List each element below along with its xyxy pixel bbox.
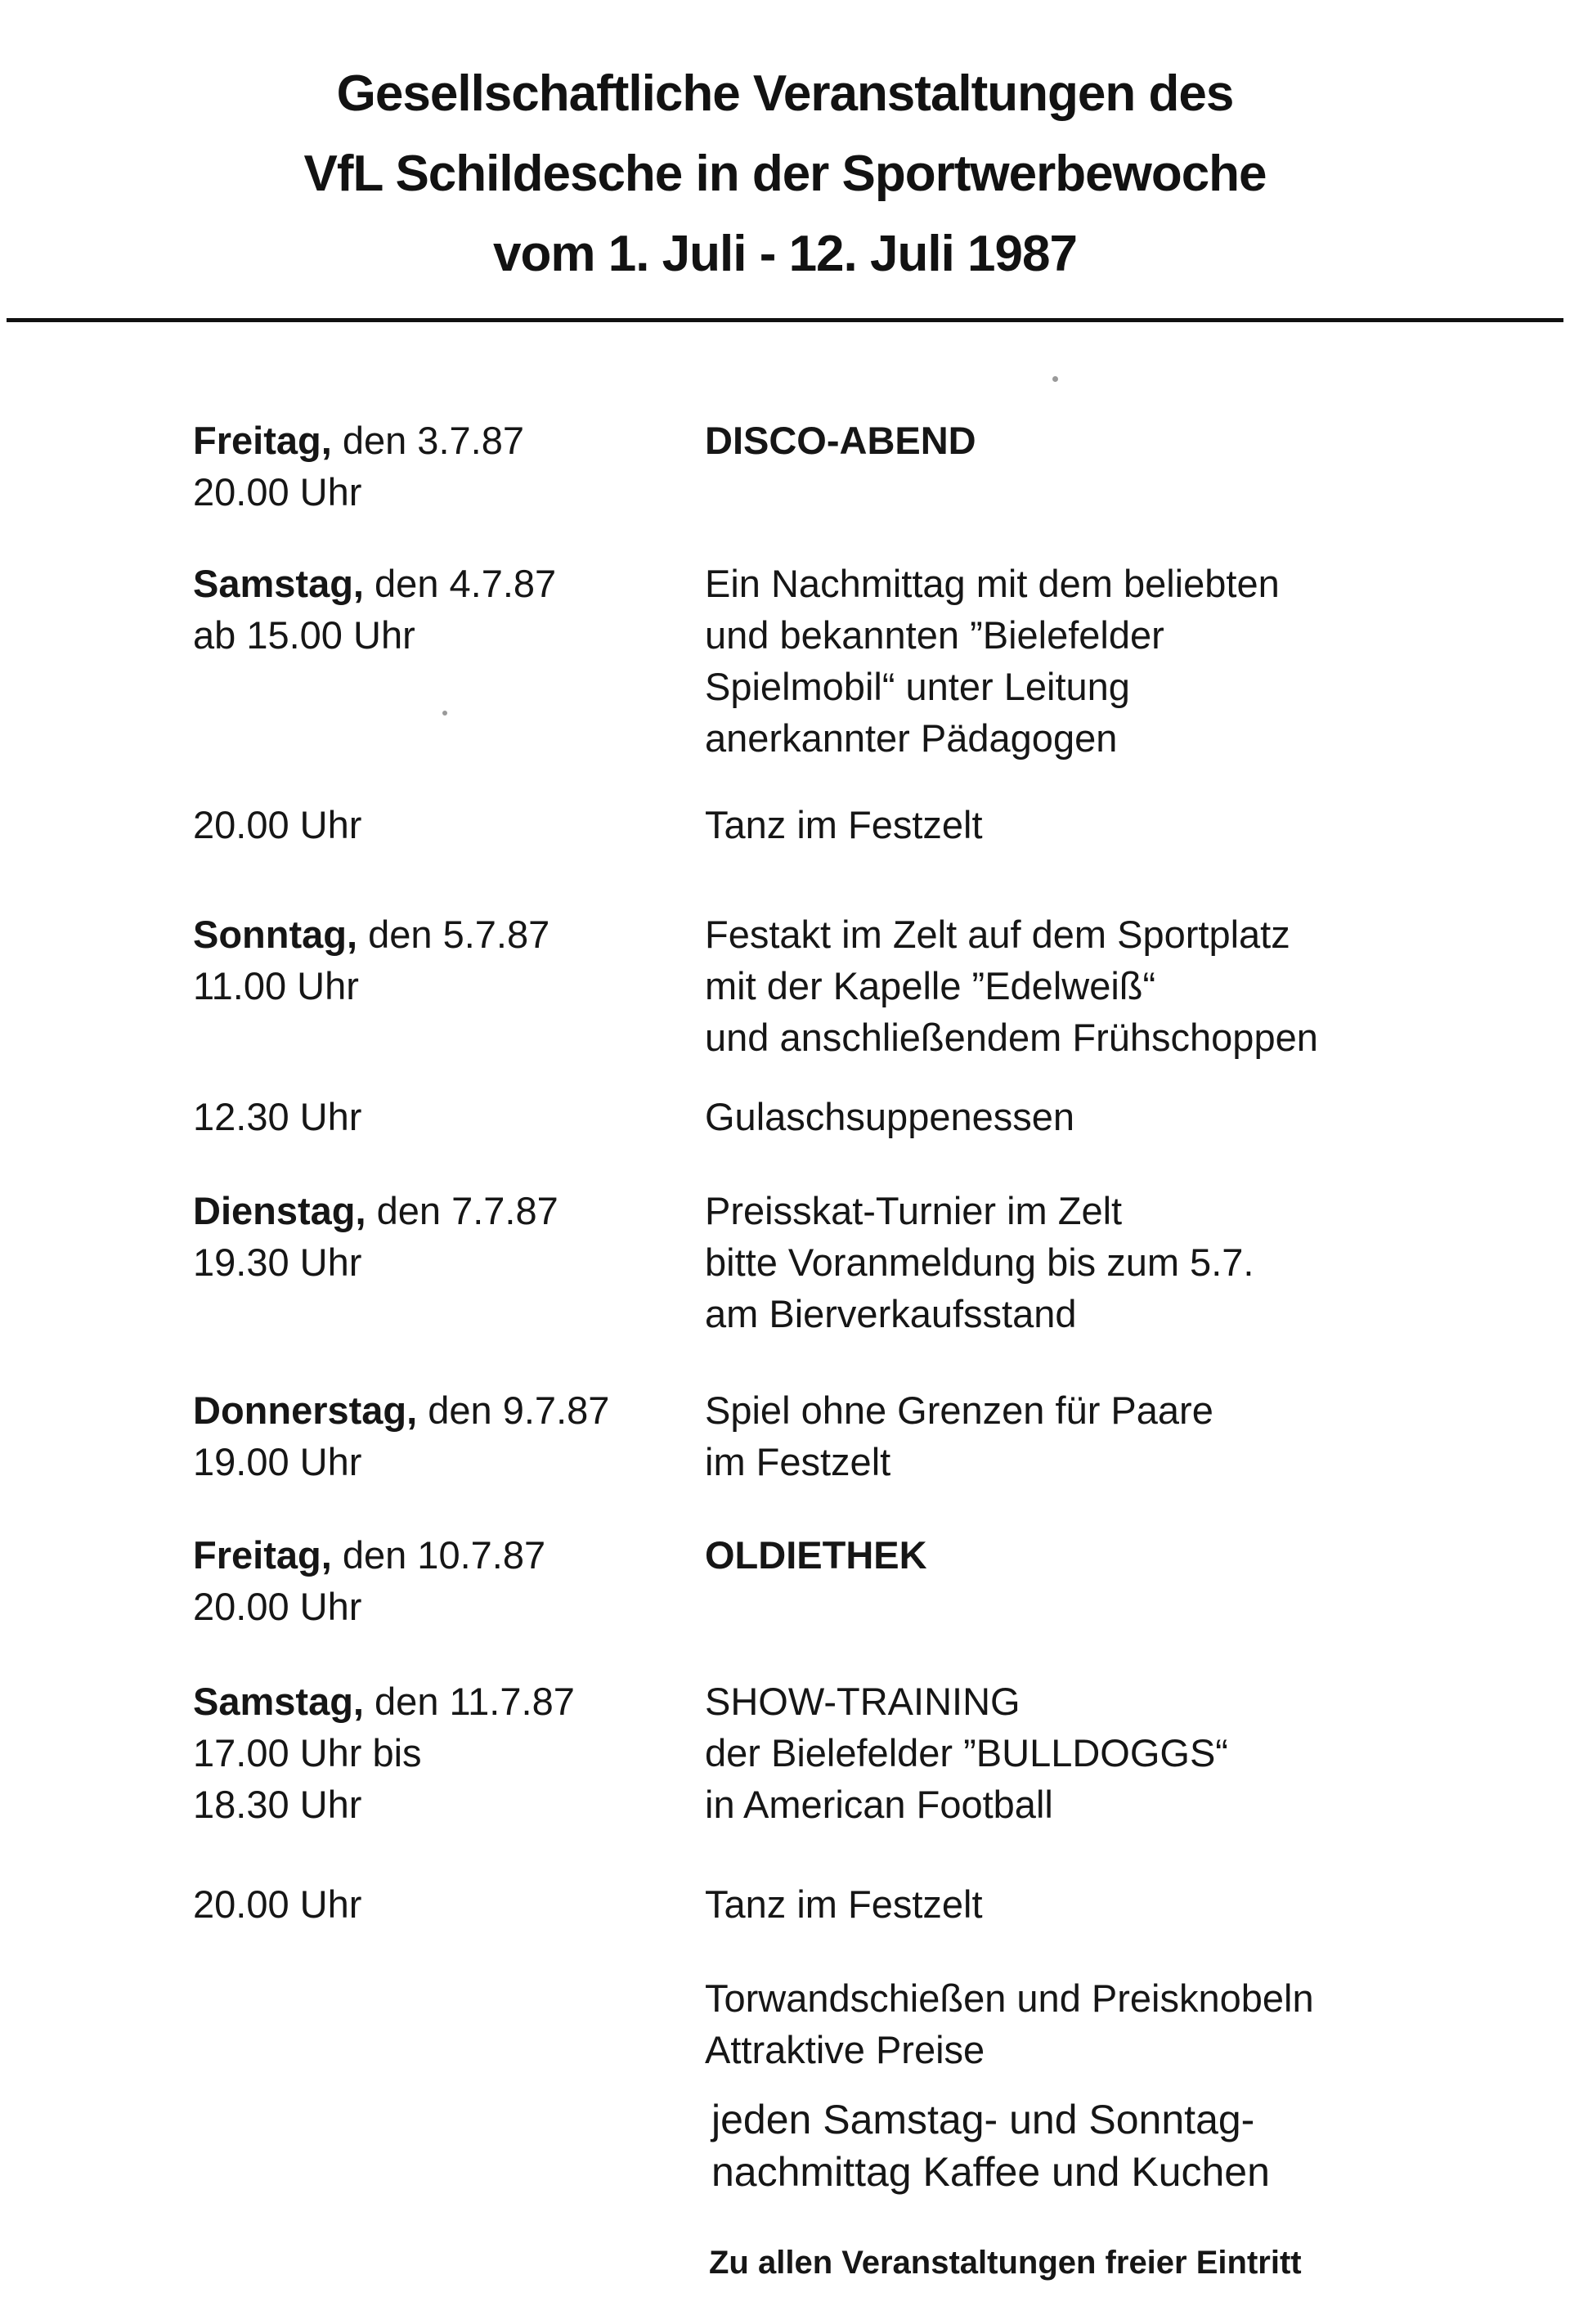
paper-speck [442, 711, 447, 716]
event-time: 11.00 Uhr [193, 964, 359, 1007]
event-time: 17.00 Uhr bis [193, 1731, 422, 1774]
event-date: den 3.7.87 [331, 419, 524, 462]
event-date: den 5.7.87 [357, 913, 550, 956]
divider-rule [7, 318, 1563, 322]
event-description-line: der Bielefelder ”BULLDOGGS“ [705, 1731, 1228, 1774]
event-description [705, 1529, 1539, 1581]
event-time: 18.30 Uhr [193, 1783, 362, 1826]
event-description-line: am Bierverkaufsstand [705, 1292, 1077, 1335]
page-title [0, 54, 1570, 294]
event-description-line: und anschließendem Frühschoppen [705, 1016, 1318, 1059]
event-time: 19.00 Uhr [193, 1440, 362, 1483]
event-date: den 7.7.87 [366, 1189, 558, 1232]
event-description-line: bitte Voranmeldung bis zum 5.7. [705, 1241, 1254, 1284]
event-description [705, 558, 1539, 764]
event-time: 12.30 Uhr [193, 1095, 362, 1138]
event-description [705, 1878, 1539, 1930]
event-time: 20.00 Uhr [193, 803, 362, 846]
event-day: Sonntag, [193, 913, 358, 956]
event-when [193, 1676, 700, 1830]
event-description [705, 1384, 1539, 1487]
event-time: ab 15.00 Uhr [193, 613, 415, 657]
title-line: VfL Schildesche in der Sportwerbewoche [303, 146, 1267, 202]
event-description-line: Ein Nachmittag mit dem beliebten [705, 562, 1280, 605]
event-description [705, 1091, 1539, 1142]
event-day: Freitag, [193, 1533, 332, 1577]
paper-speck [1052, 376, 1058, 382]
title-line: Gesellschaftliche Veranstaltungen des [336, 65, 1234, 122]
extras-line: jeden Samstag- und Sonntag- [711, 2097, 1255, 2142]
event-description-line: Preisskat-Turnier im Zelt [705, 1189, 1123, 1232]
event-when [193, 1091, 700, 1142]
extras-line: Attraktive Preise [705, 2028, 985, 2071]
title-line: vom 1. Juli - 12. Juli 1987 [493, 226, 1077, 282]
event-when [193, 558, 700, 661]
event-when [193, 1185, 700, 1288]
event-time: 20.00 Uhr [193, 1585, 362, 1628]
event-day: Freitag, [193, 419, 332, 462]
event-description-line: in American Football [705, 1783, 1053, 1826]
event-description-line: Spiel ohne Grenzen für Paare [705, 1389, 1213, 1432]
event-time: 19.30 Uhr [193, 1241, 362, 1284]
event-description-line: im Festzelt [705, 1440, 891, 1483]
event-when [193, 909, 700, 1012]
extras-line: Torwandschießen und Preisknobeln [705, 1976, 1314, 2020]
event-description [705, 415, 1539, 466]
event-description-line: Gulaschsuppenessen [705, 1095, 1075, 1138]
event-when [193, 799, 700, 850]
event-description [705, 909, 1539, 1063]
event-description-line: anerkannter Pädagogen [705, 716, 1118, 760]
event-description-line: mit der Kapelle ”Edelweiß“ [705, 964, 1156, 1007]
event-date: den 4.7.87 [363, 562, 557, 605]
event-description-line: DISCO-ABEND [705, 419, 976, 462]
event-description-line: Tanz im Festzelt [705, 1882, 983, 1926]
event-day: Dienstag, [193, 1189, 366, 1232]
extras-line: nachmittag Kaffee und Kuchen [711, 2149, 1270, 2195]
event-day: Samstag, [193, 562, 364, 605]
event-day: Samstag, [193, 1680, 364, 1723]
free-entry-note: Zu allen Veranstaltungen freier Eintritt [709, 2245, 1302, 2281]
event-date: den 11.7.87 [363, 1680, 575, 1723]
event-when [193, 1384, 700, 1487]
event-description-line: OLDIETHEK [705, 1533, 927, 1577]
event-time: 20.00 Uhr [193, 470, 362, 514]
event-time: 20.00 Uhr [193, 1882, 362, 1926]
event-date: den 10.7.87 [331, 1533, 546, 1577]
event-description-line: Festakt im Zelt auf dem Sportplatz [705, 913, 1290, 956]
event-when [193, 415, 700, 518]
event-day: Donnerstag, [193, 1389, 418, 1432]
event-when [193, 1878, 700, 1930]
event-description-line: Tanz im Festzelt [705, 803, 983, 846]
event-description [705, 1185, 1539, 1339]
event-description-line: Spielmobil“ unter Leitung [705, 665, 1130, 708]
event-description [705, 799, 1539, 850]
event-description-line: und bekannten ”Bielefelder [705, 613, 1164, 657]
event-description [705, 1676, 1539, 1830]
event-date: den 9.7.87 [417, 1389, 610, 1432]
event-when [193, 1529, 700, 1632]
event-description-line: SHOW-TRAINING [705, 1680, 1020, 1723]
